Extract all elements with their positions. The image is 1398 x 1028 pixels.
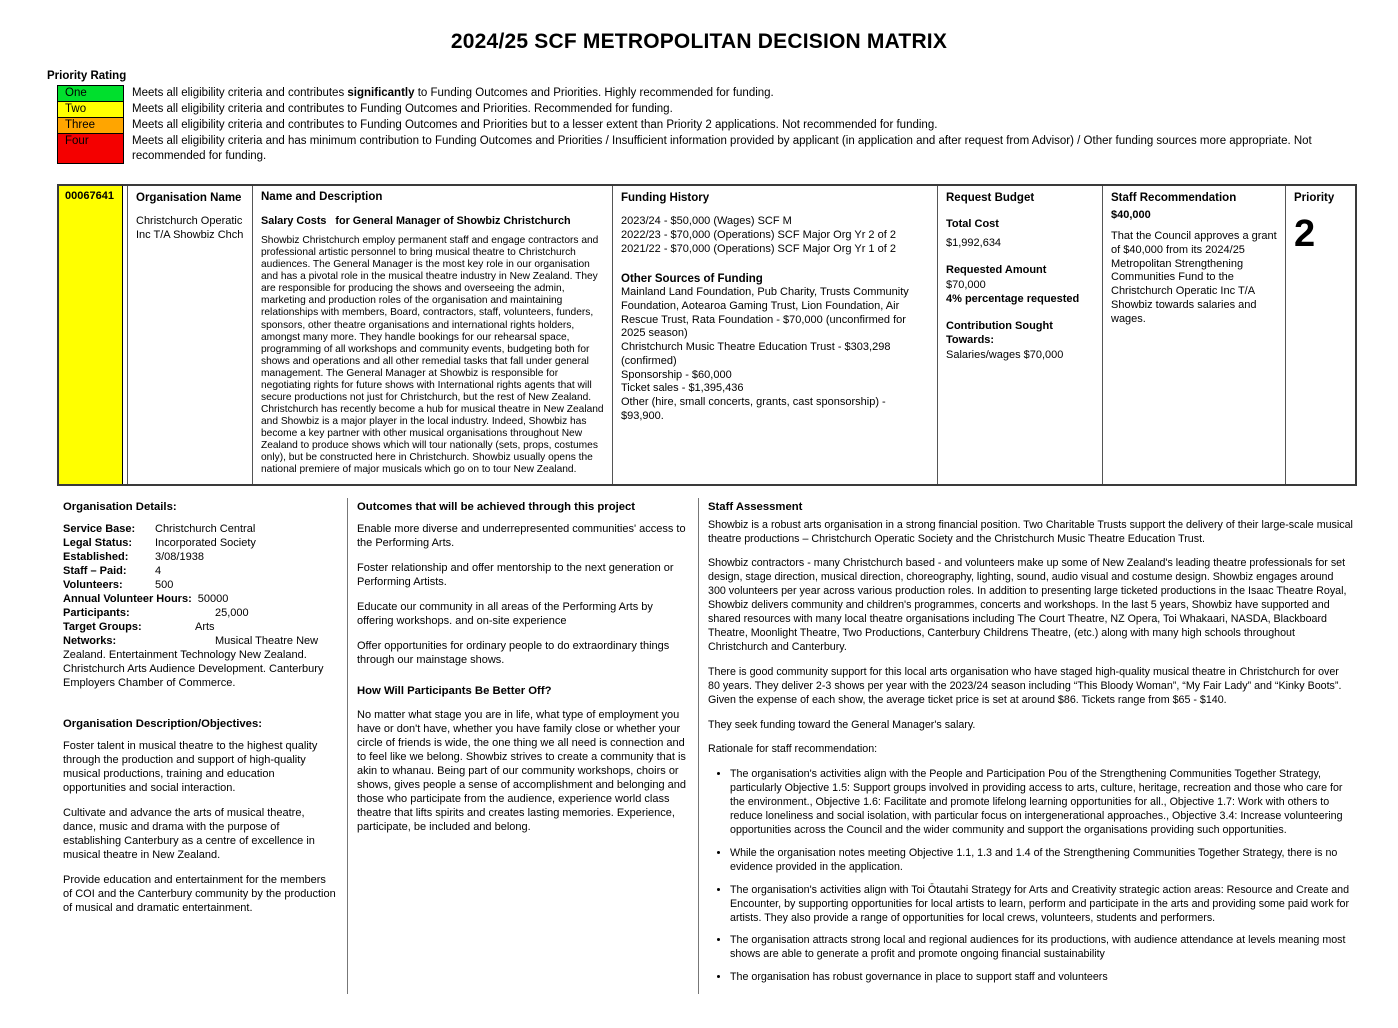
other-sources-line: Mainland Land Foundation, Pub Charity, Trusts Community Foundation, Aotearoa Gaming Trust, Lion Foundation, Air Rescue Trust, Rata Foundation - $70,000 (unconfirmed for 2025 season) [621,286,909,340]
application-id: 00067641 [65,190,114,202]
organisation-name-header: Organisation Name [136,192,242,204]
priority-rating-heading: Priority Rating [47,70,127,82]
other-sources-line: Christchurch Music Theatre Education Trust - $303,298 (confirmed) [621,341,891,367]
detail-value: Incorporated Society [155,537,256,550]
legend-row-three [57,117,1357,134]
priority-one-description [124,85,774,102]
staff-recommendation-header: Staff Recommendation [1111,192,1237,204]
detail-value: 500 [155,579,174,592]
staff-assessment-column [698,498,1357,994]
detail-label: Legal Status: [63,537,133,550]
percentage-requested: 4% percentage requested [946,293,1080,306]
detail-value: Christchurch Central [155,523,256,536]
detail-value: Musical Theatre New Zealand. Entertainment Technology New Zealand. Christchurch Arts Audience Development. Canterbury Employers Chamber of Commerce. [63,635,324,689]
legend-text-post: to Funding Outcomes and Priorities. Highly recommended for funding. [414,87,774,99]
funding-history-header: Funding History [621,192,710,204]
priority-four-swatch: Four [57,133,124,164]
legend-row-two [57,101,1357,118]
detail-label: Target Groups: [63,621,142,634]
detail-value: 50000 [197,593,229,606]
detail-value: 25,000 [215,607,249,620]
other-sources-line: Sponsorship - $60,000 [621,368,732,381]
contribution-sought-value: Salaries/wages $70,000 [946,348,1064,361]
rationale-bullet: • The organisation has robust governance in place to support staff and volunteers [730,971,1353,985]
outcome-paragraph: Foster relationship and offer mentorship to the next generation or Performing Artists. [357,562,674,589]
rationale-bullet-list [708,768,1353,985]
outcome-paragraph: Offer opportunities for ordinary people to do extraordinary things through our mainstage shows. [357,640,670,667]
request-budget-header: Request Budget [946,192,1035,204]
staff-assessment-heading: Staff Assessment [708,501,803,513]
application-id-cell [59,186,127,484]
outcomes-column [347,498,698,994]
detail-row [63,579,337,593]
organisation-details-column [57,498,347,994]
detail-label: Participants: [63,607,130,620]
legend-text-bold: significantly [347,87,415,99]
organisation-description-paragraph: Cultivate and advance the arts of musical theatre, dance, music and drama with the purpose of establishing Canterbury as a centre of excellence in musical theatre in New Zealand. [63,807,315,862]
legend-text-pre: Meets all eligibility criteria and contributes [132,87,348,99]
better-off-heading: How Will Participants Be Better Off? [357,685,552,698]
requested-amount-value: $70,000 [946,278,986,291]
detail-row [63,565,337,579]
funding-history-cell [612,186,937,484]
detail-label: Established: [63,551,129,564]
outcome-paragraph: Educate our community in all areas of the Performing Arts by offering workshops. and on-site experience [357,601,653,628]
priority-rating-legend [57,85,1357,164]
organisation-name: Christchurch Operatic Inc T/A Showbiz Chch [136,215,244,242]
priority-two-description: Meets all eligibility criteria and contributes to Funding Outcomes and Priorities. Recommended for funding. [132,103,673,115]
page-title: 2024/25 SCF METROPOLITAN DECISION MATRIX [450,30,948,53]
priority-cell [1285,186,1355,484]
detail-value: 4 [155,565,162,578]
other-sources-line: Ticket sales - $1,395,436 [621,382,744,395]
priority-three-description: Meets all eligibility criteria and contributes to Funding Outcomes and Priorities but to a lesser extent than Priority 2 applications. Not recommended for funding. [132,119,938,131]
outcomes-heading: Outcomes that will be achieved through this project [357,501,636,513]
detail-row [63,635,337,691]
application-id-highlight [59,186,123,484]
detail-label: Service Base: [63,523,136,536]
detail-row [63,551,337,565]
name-description-header: Name and Description [261,191,383,203]
assessment-paragraph: Showbiz is a robust arts organisation in a strong financial position. Two Charitable Trusts support the delivery of their large-scale musical theatre productions – Christchurch Operatic Society and the Christchurch Music Theatre Education Trust. [708,518,1353,545]
other-sources-header: Other Sources of Funding [621,272,763,285]
priority-two-swatch: Two [57,101,124,118]
recommendation-text: That the Council approves a grant of $40,000 from its 2024/25 Metropolitan Strengthening Communities Fund to the Christchurch Operatic Inc T/A Showbiz towards salaries and wages. [1111,230,1277,325]
legend-row-four [57,133,1357,164]
assessment-paragraph: There is good community support for this local arts organisation who have staged high-quality musical theatre in Christchurch for over 80 years. They deliver 2-3 shows per year with the 2023/24 season including “This Bloody Woman”, “My Fair Lady” and “Kinky Boots”. Given the expense of each show, the average ticket price is set at around $86. Tickets range from $65 - $140. [708,665,1342,706]
funding-history-line: 2021/22 - $70,000 (Operations) SCF Major Org Yr 1 of 2 [621,242,896,255]
assessment-paragraph: Showbiz contractors - many Christchurch based - and volunteers make up some of New Zealand's leading theatre professionals for set design, stage direction, musical direction, choreography, lighting, sound, audio visual and costume design. Showbiz engages around 300 volunteers per year across various production roles. In addition to presenting large ticketed productions in the Isaac Theatre Royal, Showbiz delivers community and children's programmes, concerts and workshops. In the last 5 years, Showbiz have supported and shared resources with many local theatre organisations including The Court Theatre, NZ Opera, Toi Whakaari, NASDA, Blackboard Theatre, Moonlight Theatre, Two Productions, Canterbury Childrens Theatre, (etc.) along with many high schools throughout Christchurch and Canterbury. [708,557,1347,653]
detail-value: Arts [195,621,215,634]
rationale-bullet: • While the organisation notes meeting Objective 1.1, 1.3 and 1.4 of the Strengthening Communities Together Strategy, there is no evidence provided in the application. [730,847,1353,875]
priority-three-swatch: Three [57,117,124,134]
total-cost-label: Total Cost [946,218,999,231]
detail-row [63,593,337,607]
detail-value: 3/08/1938 [155,551,204,564]
recommended-amount: $40,000 [1111,209,1151,222]
priority-four-description: Meets all eligibility criteria and has minimum contribution to Funding Outcomes and Priorities / Insufficient information provided by applicant (in application and after request from Advisor) / Other funding sources more appropriate. Not recommended for funding. [132,135,1312,162]
staff-recommendation-cell [1102,186,1285,484]
priority-value: 2 [1294,213,1316,256]
detail-label: Networks: [63,635,117,648]
funding-history-line: 2022/23 - $70,000 (Operations) SCF Major Org Yr 2 of 2 [621,229,896,242]
decision-matrix-table [57,184,1357,486]
project-description: Showbiz Christchurch employ permanent staff and engage contractors and professional artistic personnel to bring musical theatre to Christchurch audiences. The General Manager is the most key role in our organisation and has a pivotal role in the musical theatre industry in New Zealand. They are responsible for producing the shows and overseeing the admin, marketing and production roles of the organisation and maintaining relationships with members, Board, contractors, staff, volunteers, funders, sponsors, other theatre organisations and international rights holders, amongst many more. They handle bookings for our rehearsal space, programming of all workshops and community events, budgeting both for shows and operations and all other remedial tasks that fall under general management. The General Manager at Showbiz is responsible for negotiating rights for future shows with International rights agents that will secure productions not just for Christchurch, but the rest of New Zealand. Christchurch has recently become a hub for musical theatre in New Zealand and Showbiz is a major player in the local industry. Indeed, Showbiz has become a key partner with other musical organisations throughout New Zealand to produce shows which will tour nationally (sets, props, costumes only), but be constructed here in Christchurch. Showbiz usually opens the national premiere of major musicals which go on to tour New Zealand. [261,235,604,475]
rationale-bullet: • The organisation attracts strong local and regional audiences for its productions, with audience attendance at levels meaning most shows are able to generate a profit and promote ongoing financial sustainability [730,934,1353,962]
total-cost-value: $1,992,634 [946,237,1002,250]
contribution-sought-label: Contribution Sought Towards: [946,320,1053,346]
organisation-description-paragraph: Foster talent in musical theatre to the highest quality through the production and support of high-quality musical productions, training and education opportunities and social interaction. [63,740,318,795]
legend-row-one [57,85,1357,102]
project-title: Salary Costs for General Manager of Showbiz Christchurch [261,214,571,227]
detail-label: Annual Volunteer Hours: [63,593,192,606]
requested-amount-label: Requested Amount [946,263,1047,276]
assessment-paragraph: They seek funding toward the General Manager's salary. [708,718,976,731]
detail-label: Volunteers: [63,579,123,592]
organisation-description-heading: Organisation Description/Objectives: [63,717,262,730]
priority-one-swatch: One [57,85,124,102]
details-section [57,498,1357,1028]
request-budget-cell [937,186,1102,484]
detail-row [63,607,337,621]
priority-header: Priority [1294,192,1335,204]
organisation-details-heading: Organisation Details: [63,501,177,513]
detail-row [63,537,337,551]
assessment-paragraph: Rationale for staff recommendation: [708,743,878,756]
detail-label: Staff – Paid: [63,565,127,578]
organisation-description-paragraph: Provide education and entertainment for the members of COI and the Canterbury community by the production of musical and dramatic entertainment. [63,874,336,914]
organisation-name-cell [127,186,252,484]
better-off-text: No matter what stage you are in life, what type of employment you have or don't have, whether you have family close or whether your circle of friends is wide, the one thing we all need is connection and to feel like we belong. Showbiz strives to create a community that is akin to whanau. Being part of our community workshops, choirs or shows, gives people a sense of accomplishment and belonging and those who participate from the audience, experience world class theatre that lifts spirits and creates lasting memories. Experience, participate, be included and belong. [357,709,686,834]
other-sources-line: Other (hire, small concerts, grants, cast sponsorship) - $93,900. [621,396,886,422]
detail-row [63,621,337,635]
detail-row [63,523,337,537]
rationale-bullet: • The organisation's activities align with Toi Ōtautahi Strategy for Arts and Creativity strategic action areas: Resource and Create and Encounter, by supporting opportunities for local artists to learn, perform and participate in the arts and providing some paid work for artists. They also provide a range of opportunities for local crews, volunteers, students and performers. [730,884,1353,926]
name-description-cell [252,186,612,484]
rationale-bullet: • The organisation's activities align with the People and Participation Pou of the Strengthening Communities Together Strategy, particularly Objective 1.5: Support groups involved in providing access to arts, culture, heritage, recreation and those who care for the environment., Objective 1.6: Facilitate and promote lifelong learning opportunities for all., Objective 1.7: Work with others to reduce loneliness and social isolation, with particular focus on intergenerational approaches., Objective 3.4: Increase volunteering opportunities across the Council and the wider community and support the organisations providing such opportunities. [730,768,1353,838]
outcome-paragraph: Enable more diverse and underrepresented communities' access to the Performing Arts. [357,523,686,550]
funding-history-line: 2023/24 - $50,000 (Wages) SCF M [621,215,792,228]
